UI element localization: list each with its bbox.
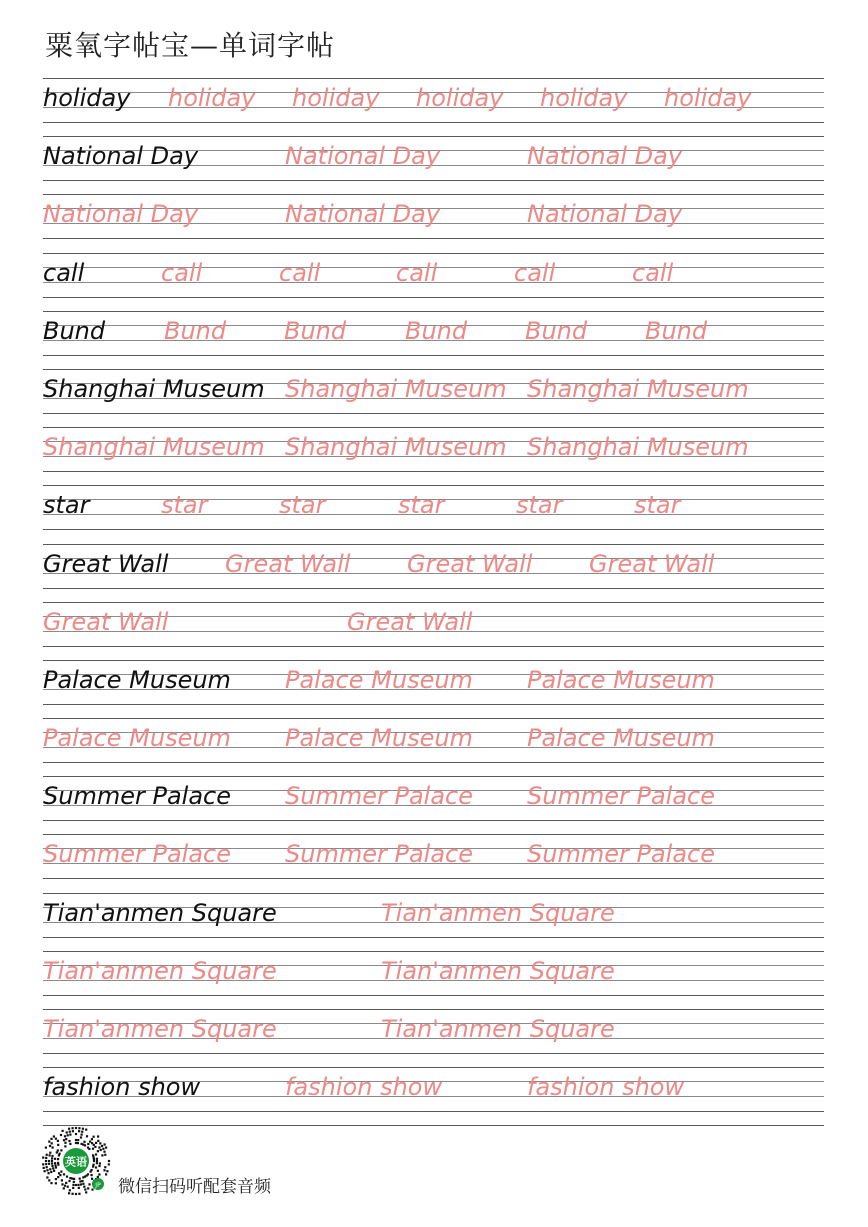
qr-dot [80,1136,82,1138]
guide-line [43,122,824,123]
qr-dot [57,1140,59,1142]
qr-dot [93,1160,95,1162]
qr-dot [54,1158,56,1160]
qr-code-icon [40,1126,112,1198]
qr-dot [50,1182,52,1184]
qr-dot [75,1127,77,1129]
qr-dot [49,1152,51,1154]
qr-dot [83,1186,85,1188]
trace-word: fashion show [527,1073,685,1102]
trace-word: National Day [43,200,199,229]
qr-dot [92,1148,94,1150]
qr-dot [65,1182,67,1184]
qr-dot [98,1173,100,1175]
trace-word: holiday [416,84,504,112]
guide-line [43,1053,824,1054]
qr-dot [66,1176,68,1178]
guide-line [43,704,824,705]
qr-dot [97,1150,99,1152]
qr-dot [59,1153,61,1155]
trace-word: National Day [527,200,683,229]
qr-dot [69,1189,71,1191]
qr-dot [91,1189,93,1191]
qr-dot [78,1127,80,1129]
qr-dot [101,1154,103,1156]
trace-word: call [632,258,674,287]
qr-dot [60,1149,62,1151]
qr-dot [72,1184,74,1186]
qr-dot [82,1176,84,1178]
qr-dot [108,1163,110,1165]
qr-dot [97,1135,99,1137]
qr-dot [57,1176,59,1178]
guide-line [43,602,824,603]
qr-dot [72,1187,74,1189]
qr-dot [69,1134,71,1136]
practice-row [43,951,824,1009]
trace-word: holiday [168,84,256,112]
trace-word: Shanghai Museum [285,433,507,462]
qr-dot [102,1148,104,1150]
trace-word: National Day [285,200,441,229]
qr-dot [57,1158,59,1160]
qr-dot [77,1139,79,1141]
model-word: fashion show [43,1073,201,1102]
qr-dot [64,1185,66,1187]
qr-dot [54,1164,56,1166]
qr-dot [55,1178,57,1180]
qr-dot [75,1142,77,1144]
trace-word: call [514,258,556,287]
practice-row [43,1009,824,1067]
qr-dot [51,1155,53,1157]
trace-word: Summer Palace [527,782,715,811]
qr-dot [72,1193,74,1195]
qr-dot [73,1181,75,1183]
qr-dot [101,1145,103,1147]
guide-line [43,660,824,661]
qr-dot [57,1144,59,1146]
qr-dot [64,1145,66,1147]
qr-dot [96,1160,98,1162]
qr-dot [53,1170,55,1172]
qr-dot [65,1138,67,1140]
practice-row [43,253,824,311]
qr-dot [45,1157,47,1159]
model-word: star [43,491,90,520]
qr-dot [92,1166,94,1168]
qr-dot [98,1165,100,1167]
qr-dot [55,1138,57,1140]
trace-word: star [161,491,208,520]
qr-dot [89,1141,91,1143]
qr-dot [48,1163,50,1165]
qr-dot [85,1129,87,1131]
guide-line [43,995,824,996]
handwriting-practice-sheet [43,78,824,1125]
qr-dot [90,1171,92,1173]
qr-dot [81,1134,83,1136]
qr-dot [91,1178,93,1180]
trace-word: star [398,491,445,520]
qr-dot [99,1162,101,1164]
qr-dot [91,1138,93,1140]
guide-line [43,194,824,195]
practice-row [43,834,824,892]
qr-dot [79,1180,81,1182]
qr-dot [66,1131,68,1133]
trace-word: call [396,258,438,287]
qr-dot [105,1147,107,1149]
qr-dot [48,1172,50,1174]
guide-line [43,937,824,938]
trace-word: Shanghai Museum [285,374,507,403]
guide-line [43,136,824,137]
trace-word: Tian'anmen Square [381,898,615,927]
qr-dot [77,1142,79,1144]
qr-dot [48,1160,50,1162]
qr-dot [50,1171,52,1173]
qr-dot [57,1162,59,1164]
practice-row [43,602,824,660]
trace-word: holiday [292,84,380,112]
trace-word: Shanghai Museum [527,433,749,462]
qr-dot [46,1176,48,1178]
qr-dot [44,1170,46,1172]
guide-line [43,718,824,719]
qr-dot [51,1157,53,1159]
qr-dot [49,1154,51,1156]
page-title: 粟氧字帖宝—单词字帖 [45,29,336,62]
trace-word: Summer Palace [527,840,715,869]
model-word: holiday [43,84,131,112]
qr-dot [68,1192,70,1194]
trace-word: Shanghai Museum [43,433,265,462]
qr-dot [78,1193,80,1195]
guide-line [43,1067,824,1068]
qr-dot [51,1160,53,1162]
qr-dot [81,1131,83,1133]
qr-dot [69,1131,71,1133]
qr-dot [46,1169,48,1171]
qr-dot [71,1178,73,1180]
qr-dot [75,1193,77,1195]
practice-row [43,544,824,602]
model-word: Palace Museum [43,665,231,694]
qr-dot [45,1163,47,1165]
qr-dot [58,1172,60,1174]
guide-line [43,369,824,370]
qr-dot [55,1182,57,1184]
trace-word: Great Wall [225,549,351,578]
qr-dot [48,1141,50,1143]
qr-dot [91,1174,93,1176]
qr-dot [88,1183,90,1185]
qr-dot [84,1144,86,1146]
guide-line [43,485,824,486]
trace-word: Palace Museum [43,724,231,753]
trace-word: Bund [284,316,347,345]
qr-dot [104,1143,106,1145]
qr-dot [97,1176,99,1178]
qr-dot [104,1166,106,1168]
trace-word: Tian'anmen Square [43,1015,277,1043]
qr-dot [51,1162,53,1164]
qr-dot [95,1142,97,1144]
qr-dot [86,1135,88,1137]
qr-dot [72,1130,74,1132]
guide-line [43,297,824,298]
qr-dot [87,1187,89,1189]
trace-word: star [516,491,563,520]
trace-word: National Day [527,142,683,171]
qr-dot [94,1146,96,1148]
model-word: call [43,258,85,287]
qr-dot [51,1142,53,1144]
qr-dot [69,1177,71,1179]
qr-dot [106,1170,108,1172]
trace-word: Great Wall [407,549,533,578]
trace-word: Bund [525,316,588,345]
model-word: National Day [43,142,199,171]
qr-dot [49,1145,51,1147]
qr-dot [103,1169,105,1171]
trace-word: Bund [405,316,468,345]
guide-line [43,1009,824,1010]
qr-dot [92,1154,94,1156]
qr-dot [51,1165,53,1167]
guide-line [43,355,824,356]
qr-dot [97,1170,99,1172]
qr-dot [61,1183,63,1185]
practice-row [43,311,824,369]
qr-dot [75,1139,77,1141]
trace-word: Palace Museum [527,665,715,694]
qr-dot [78,1130,80,1132]
qr-dot [85,1191,87,1193]
guide-line [43,238,824,239]
trace-word: call [161,258,203,287]
trace-word: Great Wall [43,607,169,636]
guide-line [43,311,824,312]
qr-dot [108,1160,110,1162]
qr-dot [96,1158,98,1160]
guide-line [43,893,824,894]
model-word: Summer Palace [43,782,231,811]
qr-dot [55,1166,57,1168]
qr-dot [77,1184,79,1186]
qr-dot [78,1187,80,1189]
qr-dot [80,1183,82,1185]
practice-row [43,893,824,951]
qr-dot [97,1140,99,1142]
qr-dot [93,1164,95,1166]
qr-dot [52,1167,54,1169]
qr-dot [104,1154,106,1156]
qr-dot [62,1130,64,1132]
guide-line [43,762,824,763]
qr-dot [87,1143,89,1145]
qr-dot [99,1142,101,1144]
trace-word: Palace Museum [527,724,715,753]
qr-dot [67,1134,69,1136]
qr-dot [54,1162,56,1164]
practice-row [43,485,824,543]
guide-line [43,78,824,79]
guide-line [43,951,824,952]
qr-dot [69,1143,71,1145]
guide-line [43,646,824,647]
qr-dot [46,1154,48,1156]
trace-word: Bund [645,316,708,345]
trace-word: Bund [164,316,227,345]
qr-dot [81,1180,83,1182]
qr-dot [98,1146,100,1148]
qr-dot [95,1166,97,1168]
qr-dot [45,1160,47,1162]
qr-dot [88,1148,90,1150]
guide-line [43,253,824,254]
qr-dot [68,1140,70,1142]
trace-word: Tian'anmen Square [381,1015,615,1043]
guide-line [43,820,824,821]
qr-dot [42,1163,44,1165]
qr-dot [45,1147,47,1149]
qr-dot [63,1187,65,1189]
qr-dot [68,1180,70,1182]
trace-word: fashion show [285,1073,443,1102]
qr-dot [56,1151,58,1153]
qr-dot [100,1149,102,1151]
qr-dot [103,1151,105,1153]
footer-caption: 微信扫码听配套音频 [118,1177,271,1197]
practice-row [43,776,824,834]
guide-line [43,878,824,879]
qr-dot [93,1158,95,1160]
model-word: Bund [43,316,106,345]
qr-corner-label: JP [95,1182,101,1189]
qr-dot [68,1128,70,1130]
qr-dot [61,1179,63,1181]
qr-badge-label: 英语 [65,1155,87,1169]
qr-dot [96,1162,98,1164]
practice-row [43,718,824,776]
qr-dot [43,1167,45,1169]
qr-dot [72,1127,74,1129]
model-word: Shanghai Museum [43,374,265,403]
trace-word: Summer Palace [43,840,231,869]
qr-dot [93,1136,95,1138]
guide-line [43,180,824,181]
trace-word: holiday [540,84,628,112]
qr-dot [60,1134,62,1136]
trace-word: Palace Museum [285,665,473,694]
trace-word: star [279,491,326,520]
qr-dot [82,1183,84,1185]
qr-dot [53,1135,55,1137]
guide-line [43,776,824,777]
qr-dot [57,1149,59,1151]
model-word: Tian'anmen Square [43,898,277,927]
qr-dot [63,1173,65,1175]
qr-dot [64,1135,66,1137]
practice-row [43,660,824,718]
practice-row [43,194,824,252]
trace-word: Great Wall [347,607,473,636]
qr-dot [48,1179,50,1181]
qr-dot [82,1128,84,1130]
guide-line [43,834,824,835]
qr-dot [63,1139,65,1141]
trace-word: Tian'anmen Square [43,956,277,985]
trace-word: holiday [664,84,752,112]
qr-dot [95,1153,97,1155]
trace-word: Great Wall [589,549,715,578]
qr-dot [42,1157,44,1159]
practice-row [43,1067,824,1125]
qr-dot [46,1166,48,1168]
qr-dot [60,1171,62,1173]
qr-dot [50,1138,52,1140]
qr-dot [79,1178,81,1180]
qr-dot [84,1188,86,1190]
qr-dot [83,1141,85,1143]
trace-word: National Day [285,142,441,171]
practice-row [43,427,824,485]
model-word: Great Wall [43,549,169,578]
footer [40,1126,440,1198]
guide-line [43,413,824,414]
trace-word: Tian'anmen Square [381,956,615,985]
trace-word: Palace Museum [285,724,473,753]
trace-word: Summer Palace [285,840,473,869]
qr-dot [52,1146,54,1148]
guide-line [43,427,824,428]
practice-row [43,369,824,427]
trace-word: Summer Palace [285,782,473,811]
guide-line [43,529,824,530]
guide-line [43,544,824,545]
qr-dot [64,1142,66,1144]
qr-dot [75,1133,77,1135]
trace-word: call [279,258,321,287]
guide-line [43,588,824,589]
guide-line [43,471,824,472]
practice-row [43,136,824,194]
qr-dot [105,1173,107,1175]
trace-word: star [634,491,681,520]
practice-row [43,78,824,136]
guide-line [43,1111,824,1112]
trace-word: Shanghai Museum [527,374,749,403]
qr-dot [75,1184,77,1186]
qr-dot [49,1168,51,1170]
qr-dot [93,1144,95,1146]
qr-dot [67,1186,69,1188]
